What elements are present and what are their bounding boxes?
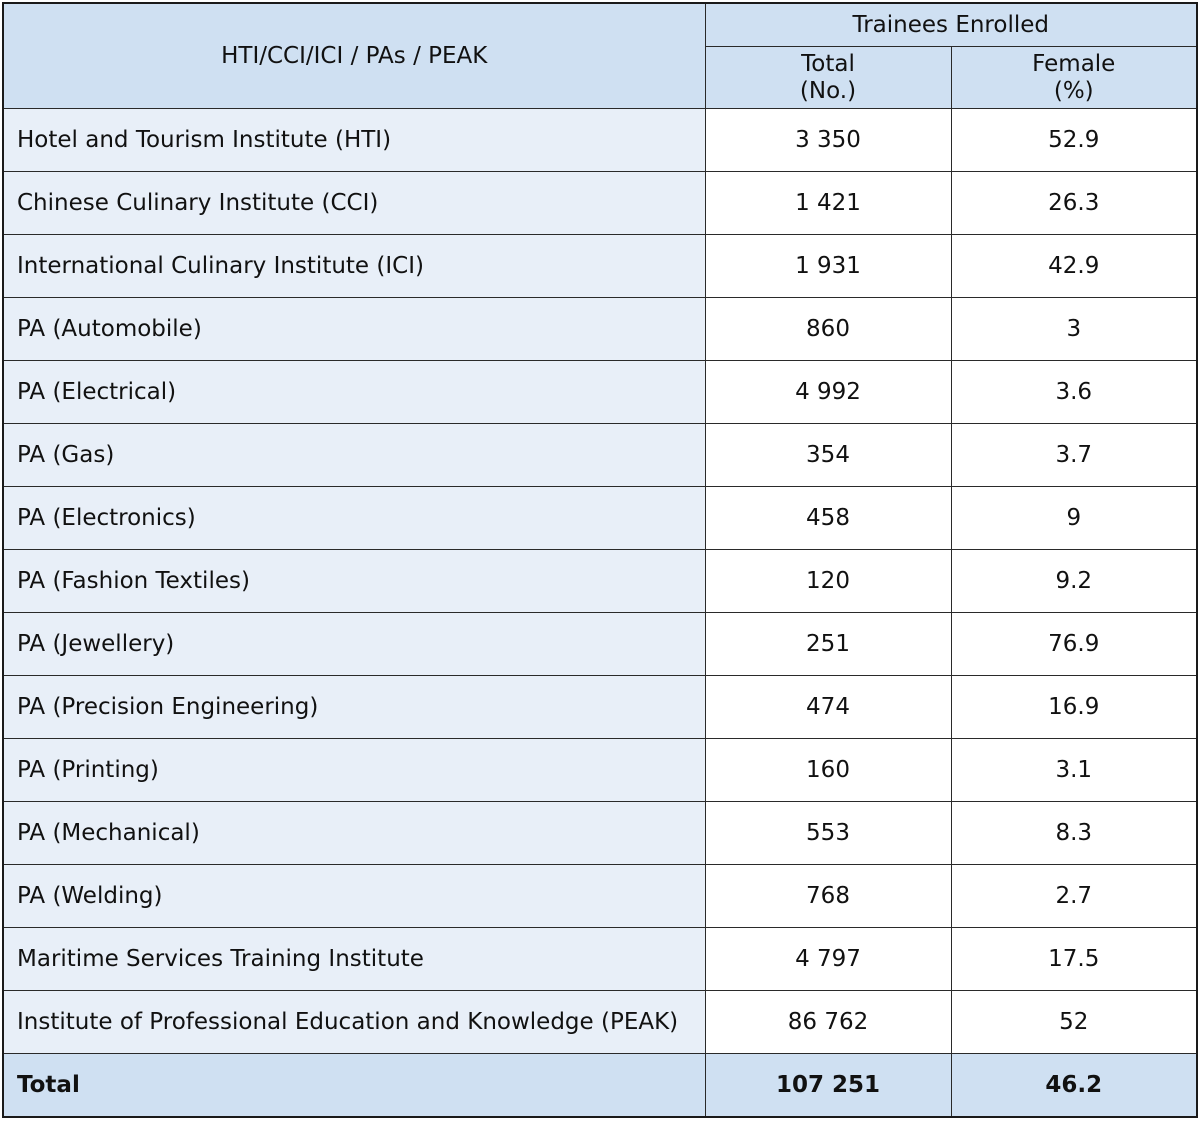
total-value: 458 bbox=[705, 487, 951, 550]
institute-name: International Culinary Institute (ICI) bbox=[3, 235, 705, 298]
table-row bbox=[3, 613, 1197, 676]
female-percent: 26.3 bbox=[951, 172, 1197, 235]
female-percent: 3.6 bbox=[951, 361, 1197, 424]
table-row bbox=[3, 739, 1197, 802]
institute-name: PA (Electrical) bbox=[3, 361, 705, 424]
institute-name: PA (Fashion Textiles) bbox=[3, 550, 705, 613]
table-row bbox=[3, 109, 1197, 172]
table-row bbox=[3, 424, 1197, 487]
category-column-header: HTI/CCI/ICI / PAs / PEAK bbox=[3, 3, 705, 109]
institute-name: PA (Precision Engineering) bbox=[3, 676, 705, 739]
institute-name: PA (Printing) bbox=[3, 739, 705, 802]
total-value: 474 bbox=[705, 676, 951, 739]
total-value: 120 bbox=[705, 550, 951, 613]
table-row bbox=[3, 802, 1197, 865]
total-value: 1 931 bbox=[705, 235, 951, 298]
total-header-line1: Total bbox=[801, 50, 855, 77]
table-row bbox=[3, 865, 1197, 928]
total-value: 768 bbox=[705, 865, 951, 928]
female-percent: 9.2 bbox=[951, 550, 1197, 613]
institute-name: Institute of Professional Education and Knowledge (PEAK) bbox=[3, 991, 705, 1054]
total-value: 1 421 bbox=[705, 172, 951, 235]
table-row bbox=[3, 991, 1197, 1054]
total-value: 354 bbox=[705, 424, 951, 487]
institute-name: PA (Mechanical) bbox=[3, 802, 705, 865]
female-percent: 3 bbox=[951, 298, 1197, 361]
table-row bbox=[3, 487, 1197, 550]
female-percent: 3.7 bbox=[951, 424, 1197, 487]
total-column-header bbox=[705, 47, 951, 109]
female-percent: 42.9 bbox=[951, 235, 1197, 298]
overall-female-percent: 46.2 bbox=[951, 1054, 1197, 1118]
female-percent: 52 bbox=[951, 991, 1197, 1054]
female-percent: 2.7 bbox=[951, 865, 1197, 928]
total-value: 860 bbox=[705, 298, 951, 361]
total-header-line2: (No.) bbox=[799, 77, 857, 104]
institute-name: PA (Welding) bbox=[3, 865, 705, 928]
institute-name: Maritime Services Training Institute bbox=[3, 928, 705, 991]
total-value: 4 992 bbox=[705, 361, 951, 424]
total-value: 86 762 bbox=[705, 991, 951, 1054]
female-header-line2: (%) bbox=[1053, 77, 1094, 104]
enrolment-table bbox=[2, 2, 1198, 1118]
female-column-header bbox=[951, 47, 1197, 109]
table-row bbox=[3, 298, 1197, 361]
total-row bbox=[3, 1054, 1197, 1118]
institute-name: Hotel and Tourism Institute (HTI) bbox=[3, 109, 705, 172]
trainees-enrolled-header: Trainees Enrolled bbox=[705, 3, 1197, 47]
grand-total-value: 107 251 bbox=[705, 1054, 951, 1118]
female-percent: 16.9 bbox=[951, 676, 1197, 739]
total-value: 251 bbox=[705, 613, 951, 676]
table-row bbox=[3, 550, 1197, 613]
female-percent: 3.1 bbox=[951, 739, 1197, 802]
institute-name: Chinese Culinary Institute (CCI) bbox=[3, 172, 705, 235]
table-row bbox=[3, 928, 1197, 991]
table-row bbox=[3, 235, 1197, 298]
total-value: 160 bbox=[705, 739, 951, 802]
total-value: 553 bbox=[705, 802, 951, 865]
institute-name: PA (Gas) bbox=[3, 424, 705, 487]
table-row bbox=[3, 172, 1197, 235]
institute-name: PA (Electronics) bbox=[3, 487, 705, 550]
institute-name: PA (Automobile) bbox=[3, 298, 705, 361]
female-percent: 17.5 bbox=[951, 928, 1197, 991]
female-percent: 8.3 bbox=[951, 802, 1197, 865]
total-value: 4 797 bbox=[705, 928, 951, 991]
table-row bbox=[3, 361, 1197, 424]
total-value: 3 350 bbox=[705, 109, 951, 172]
table-row bbox=[3, 676, 1197, 739]
institute-name: PA (Jewellery) bbox=[3, 613, 705, 676]
female-header-line1: Female bbox=[1032, 50, 1116, 77]
female-percent: 76.9 bbox=[951, 613, 1197, 676]
female-percent: 9 bbox=[951, 487, 1197, 550]
female-percent: 52.9 bbox=[951, 109, 1197, 172]
total-label: Total bbox=[3, 1054, 705, 1118]
